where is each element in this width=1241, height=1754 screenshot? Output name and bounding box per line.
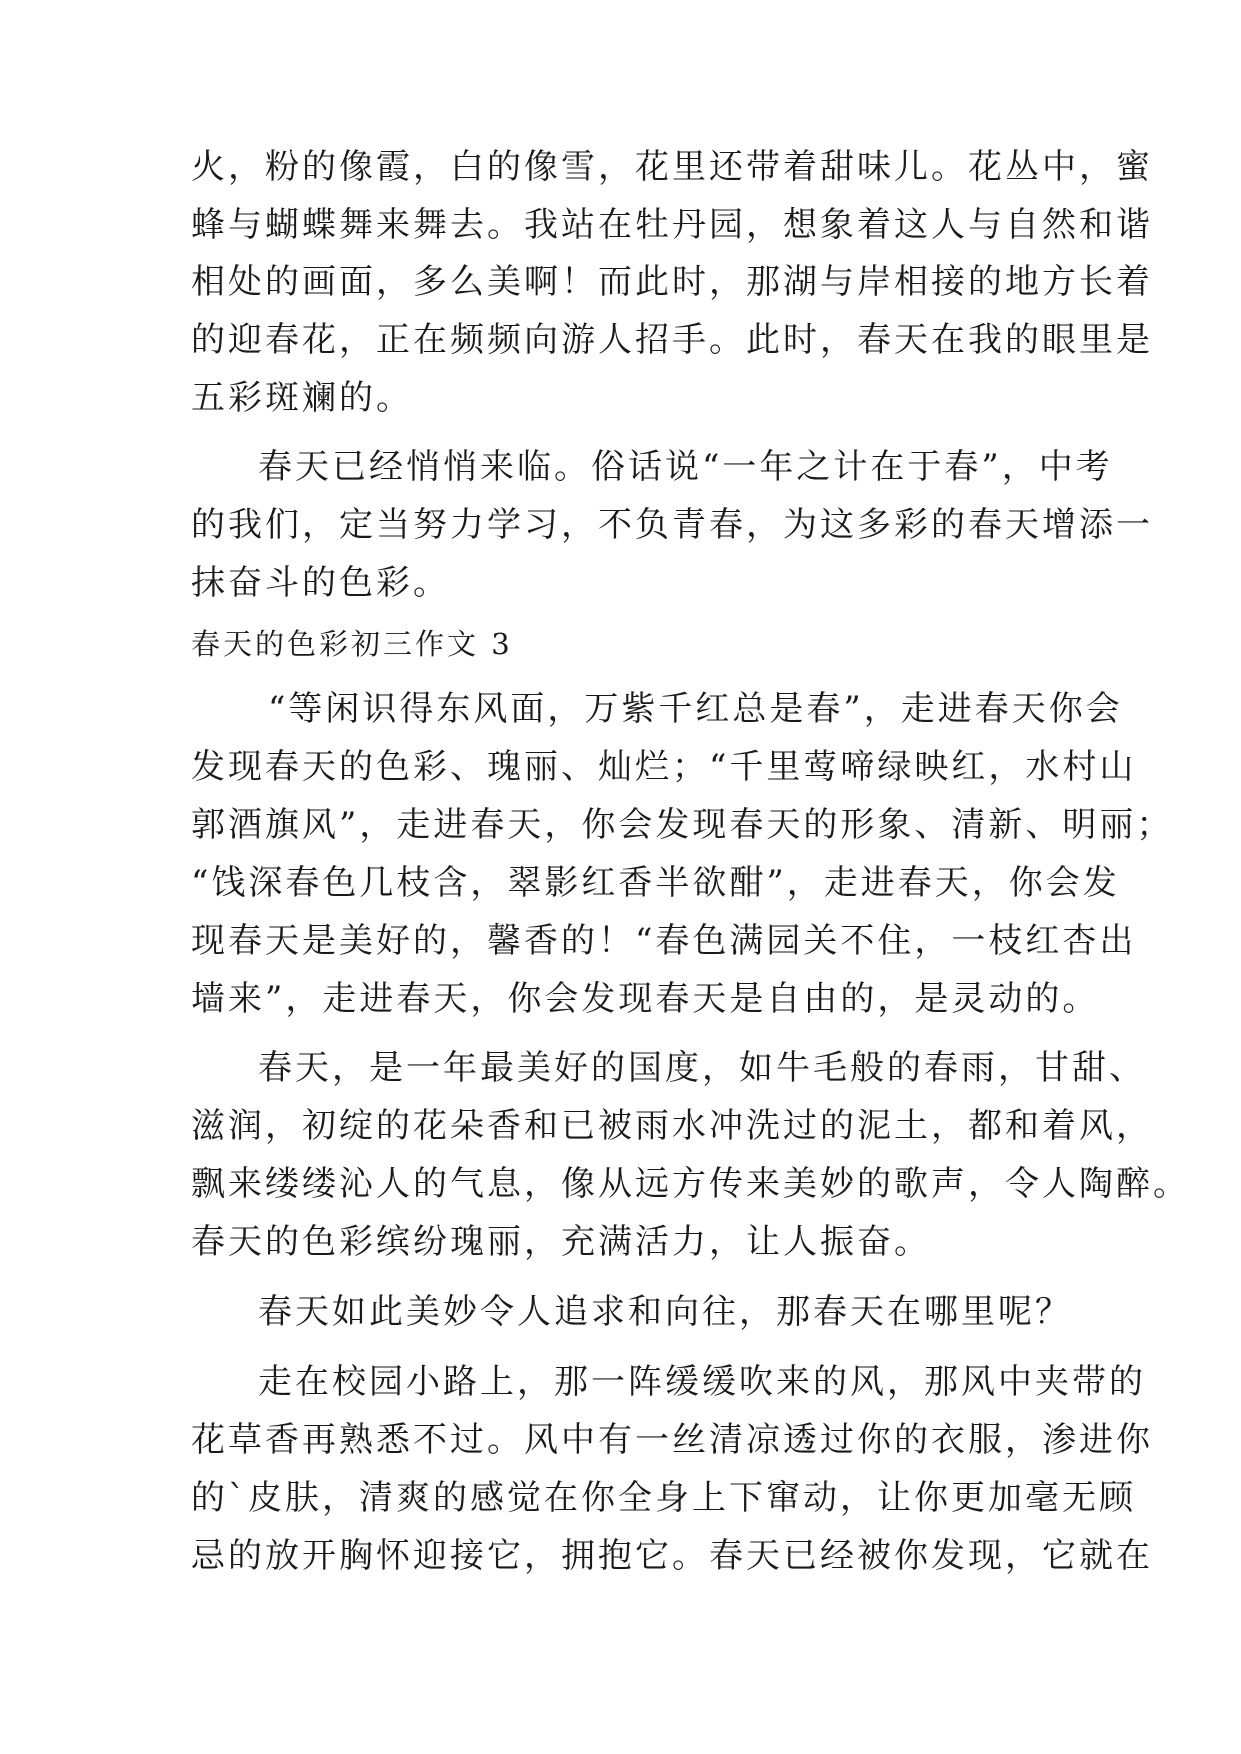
text-line: 郭酒旗风”，走进春天，你会发现春天的形象、清新、明丽； (191, 805, 1174, 845)
text-line: 蜂与蝴蝶舞来舞去。我站在牡丹园，想象着这人与自然和谐 (191, 205, 1153, 245)
text-line: 飘来缕缕沁人的气息，像从远方传来美妙的歌声，令人陶醉。 (191, 1164, 1190, 1204)
text-line: “等闲识得东风面，万紫千红总是春”，走进春天你会 (268, 689, 1123, 729)
text-line: 抹奋斗的色彩。 (191, 563, 450, 603)
text-line: 春天已经悄悄来临。俗话说“一年之计在于春”，中考 (258, 447, 1113, 487)
text-line: 走在校园小路上，那一阵缓缓吹来的风，那风中夹带的 (258, 1362, 1146, 1402)
text-line: 墙来”，走进春天，你会发现春天是自由的，是灵动的。 (191, 979, 1100, 1019)
text-line: 发现春天的色彩、瑰丽、灿烂；“千里莺啼绿映红，水村山 (191, 747, 1137, 787)
text-line: 的我们，定当努力学习，不负青春，为这多彩的春天增添一 (191, 505, 1153, 545)
text-line: 春天如此美妙令人追求和向往，那春天在哪里呢？ (258, 1292, 1072, 1332)
section-heading: 春天的色彩初三作文 3 (191, 627, 513, 661)
text-line: 五彩斑斓的。 (191, 378, 413, 418)
text-line: 春天的色彩缤纷瑰丽，充满活力，让人振奋。 (191, 1222, 931, 1262)
text-line: 的迎春花，正在频频向游人招手。此时，春天在我的眼里是 (191, 320, 1153, 360)
text-line: “饯深春色几枝含，翠影红香半欲酣”，走进春天，你会发 (191, 863, 1120, 903)
text-line: 春天，是一年最美好的国度，如牛毛般的春雨，甘甜、 (258, 1048, 1146, 1088)
text-line: 滋润，初绽的花朵香和已被雨水冲洗过的泥土，都和着风， (191, 1106, 1153, 1146)
text-line: 的`皮肤，清爽的感觉在你全身上下窜动，让你更加毫无顾 (191, 1478, 1136, 1518)
text-line: 花草香再熟悉不过。风中有一丝清凉透过你的衣服，渗进你 (191, 1420, 1153, 1460)
text-line: 相处的画面，多么美啊！而此时，那湖与岸相接的地方长着 (191, 262, 1153, 302)
text-line: 火，粉的像霞，白的像雪，花里还带着甜味儿。花丛中，蜜 (191, 147, 1153, 187)
text-line: 忌的放开胸怀迎接它，拥抱它。春天已经被你发现，它就在 (191, 1536, 1153, 1576)
text-line: 现春天是美好的，馨香的！“春色满园关不住，一枝红杏出 (191, 921, 1137, 961)
